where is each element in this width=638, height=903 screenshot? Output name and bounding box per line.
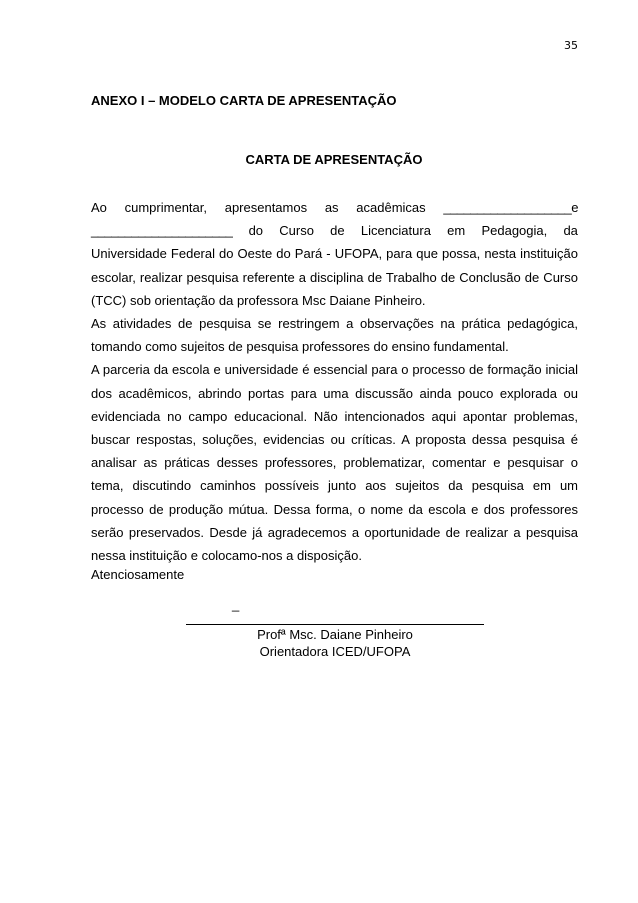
annex-title: ANEXO I – MODELO CARTA DE APRESENTAÇÃO xyxy=(91,93,397,108)
greeting-line xyxy=(91,196,578,219)
page-number: 35 xyxy=(564,39,578,52)
course-word: do xyxy=(248,223,264,239)
signature-mark: _ xyxy=(232,597,240,612)
signer-role: Orientadora ICED/UFOPA xyxy=(259,644,411,659)
course-word: Curso xyxy=(279,223,314,239)
student-name-blank-2: _____________________ xyxy=(91,223,233,239)
student-name-blank-1: ___________________e xyxy=(443,200,578,215)
signature-line xyxy=(186,624,484,625)
course-word: de xyxy=(330,223,345,239)
signer-name: Profª Msc. Daiane Pinheiro xyxy=(257,627,413,642)
greeting-word: cumprimentar, xyxy=(124,200,207,215)
closing: Atenciosamente xyxy=(91,567,185,582)
paragraph-partnership: A parceria da escola e universidade é essencial para o processo de formação inicial dos acadêmicos, abrindo portas para uma discussão ainda pouco explorada ou evidenciada no campo educacional. Não intencionados aqui apontar problemas, buscar respostas, soluções, evidencias ou críticas. A proposta dessa pesquisa é analisar as práticas desses professores, problematizar, comentar e pesquisar o tema, discutindo caminhos possíveis junto aos sujeitos da pesquisa em um processo de produção mútua. Dessa forma, o nome da escola e dos professores serão preservados. Desde já agradecemos a oportunidade de realizar a pesquisa nessa instituição e colocamo-nos a disposição. xyxy=(91,362,578,564)
course-word: em xyxy=(447,223,466,239)
course-word: Licenciatura xyxy=(360,223,431,239)
course-word: da xyxy=(563,223,578,239)
greeting-word: Ao xyxy=(91,200,107,215)
greeting-word: apresentamos xyxy=(224,200,308,215)
greeting-word: acadêmicas xyxy=(356,200,426,215)
letter-title: CARTA DE APRESENTAÇÃO xyxy=(245,152,423,167)
course-word: Pedagogia, xyxy=(481,223,548,239)
greeting-word: as xyxy=(324,200,339,215)
paragraph-activities: As atividades de pesquisa se restringem a observações na prática pedagógica, tomando como sujeitos de pesquisa professores do ensino fundamental. xyxy=(91,316,578,355)
paragraph-intro-rest: Universidade Federal do Oeste do Pará - UFOPA, para que possa, nesta instituição escolar, realizar pesquisa referente a disciplina de Trabalho de Conclusão de Curso (TCC) sob orientação da professora Msc Daiane Pinheiro. xyxy=(91,246,578,308)
course-line xyxy=(91,219,578,242)
letter-body xyxy=(91,196,578,567)
